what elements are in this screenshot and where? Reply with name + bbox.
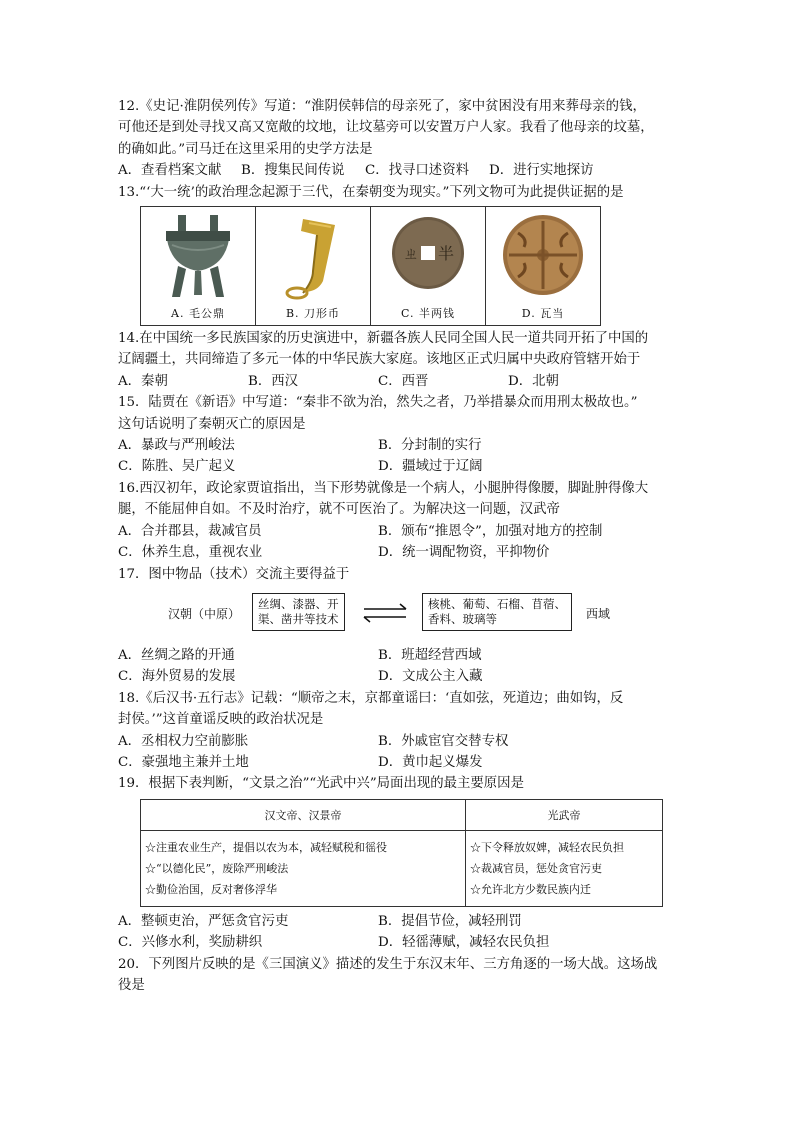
question-14: [118, 328, 678, 392]
options-row: [118, 371, 678, 392]
exchange-diagram: [118, 593, 678, 637]
option-b[interactable]: B．提倡节俭，减轻刑罚: [378, 913, 522, 929]
emperor-policy-table: [140, 799, 663, 907]
question-15: [118, 392, 678, 478]
option-b[interactable]: B．颁布“推恩令”，加强对地方的控制: [378, 523, 603, 539]
options-row: [118, 435, 678, 456]
options-row: [118, 521, 678, 542]
option-b[interactable]: B．班超经营西域: [378, 647, 482, 663]
artifact-table: [140, 206, 601, 326]
option-b[interactable]: B．分封制的实行: [378, 438, 482, 454]
option-d[interactable]: D．轻徭薄赋，减轻农民负担: [378, 935, 550, 951]
policy-item: ☆裁减官员，惩处贪官污吏: [470, 861, 602, 875]
option-c[interactable]: C．西晋: [378, 373, 429, 389]
bronze-ding-icon: [158, 211, 238, 301]
policy-item: ☆下令释放奴婢，减轻农民负担: [470, 840, 624, 854]
question-stem-line: 17．图中物品（技术）交流主要得益于: [118, 566, 350, 582]
option-a[interactable]: A．丝绸之路的开通: [118, 647, 235, 663]
svg-text:半: 半: [438, 244, 455, 264]
option-a[interactable]: A．合并郡县，裁减官员: [118, 523, 262, 539]
question-20: [118, 954, 678, 997]
option-c[interactable]: C．陈胜、吴广起义: [118, 459, 236, 475]
table-header-guangwu: 光武帝: [466, 799, 663, 830]
question-stem-line: 16.西汉初年，政论家贾谊指出，当下形势就像是一个病人，小腿肿得像腰，脚趾肿得像大: [118, 480, 649, 496]
option-b[interactable]: B．西汉: [248, 373, 299, 389]
box-line: 香料、玻璃等: [428, 611, 497, 626]
western-goods-box: [422, 593, 572, 631]
options-row: [118, 542, 678, 563]
option-a[interactable]: A．暴政与严刑峻法: [118, 438, 235, 454]
question-stem-line: 封侯。’”这首童谣反映的政治状况是: [118, 712, 324, 728]
artifact-cell-a[interactable]: [141, 207, 256, 326]
box-line: 核桃、葡萄、石榴、苜蓿、: [428, 596, 566, 611]
options-row: [118, 160, 678, 181]
policy-item: ☆“以德化民”，废除严刑峻法: [145, 861, 289, 875]
question-16: [118, 478, 678, 564]
question-stem-line: 20．下列图片反映的是《三国演义》描述的发生于东汉末年、三方角逐的一场大战。这场战: [118, 956, 658, 972]
option-b[interactable]: B．搜集民间传说: [241, 163, 345, 179]
artifact-caption: B. 刀形币: [285, 307, 341, 321]
option-c[interactable]: C．海外贸易的发展: [118, 669, 236, 685]
question-stem-line: 的确如此。”司马迁在这里采用的史学方法是: [118, 141, 373, 157]
origin-label: 汉朝（中原）: [168, 606, 241, 621]
eave-tile-icon: [498, 211, 588, 301]
question-stem-line: 18.《后汉书·五行志》记载：“顺帝之末，京都童谣曰：‘直如弦，死道边；曲如钩，反: [118, 690, 624, 706]
wen-jing-policies: [141, 830, 466, 906]
question-13: [118, 182, 678, 326]
option-d[interactable]: D．文成公主入藏: [378, 669, 483, 685]
question-stem-line: 13.“‘大一统’的政治理念起源于三代，在秦朝变为现实。”下列文物可为此提供证据的是: [118, 184, 624, 200]
options-row: [118, 456, 678, 477]
option-c[interactable]: C．休养生息，重视农业: [118, 545, 263, 561]
policy-item: ☆勤俭治国，反对奢侈浮华: [145, 882, 277, 896]
western-regions-label: 西域: [586, 606, 611, 621]
question-stem-line: 腿，不能屈伸自如。不及时治疗，就不可医治了。为解决这一问题，汉武帝: [118, 502, 560, 518]
option-a[interactable]: A．查看档案文献: [118, 163, 222, 179]
options-row: [118, 645, 678, 666]
options-row: [118, 911, 678, 932]
question-stem-line: 辽阔疆土，共同缔造了多元一体的中华民族大家庭。该地区正式归属中央政府管辖开始于: [118, 352, 641, 368]
options-row: [118, 731, 678, 752]
artifact-cell-b[interactable]: [256, 207, 371, 326]
artifact-cell-c[interactable]: [371, 207, 486, 326]
question-stem-line: 19．根据下表判断，“文景之治”“光武中兴”局面出现的最主要原因是: [118, 776, 524, 792]
exchange-arrows-icon: [360, 603, 410, 623]
option-a[interactable]: A．丞相权力空前膨胀: [118, 733, 249, 749]
question-18: [118, 688, 678, 774]
artifact-caption: C. 半两钱: [400, 307, 456, 321]
option-c[interactable]: C．找寻口述资料: [365, 163, 469, 179]
box-line: 丝绸、漆器、开: [258, 596, 339, 611]
table-header-wen-jing: 汉文帝、汉景帝: [141, 799, 466, 830]
question-12: [118, 96, 678, 182]
question-stem-line: 12.《史记·淮阴侯列传》写道：“淮阴侯韩信的母亲死了，家中贫困没有用来葬母亲的钱，: [118, 99, 646, 114]
question-stem-line: 可他还是到处寻找又高又宽敞的坟地，让坟墓旁可以安置万户人家。我看了他母亲的坟墓，: [118, 120, 654, 136]
policy-item: ☆注重农业生产，提倡以农为本，减轻赋税和徭役: [145, 840, 387, 854]
question-stem-line: 14.在中国统一多民族国家的历史演进中，新疆各族人民同全国人民一道共同开拓了中国的: [118, 331, 649, 347]
options-row: [118, 932, 678, 953]
options-row: [118, 752, 678, 773]
option-d[interactable]: D．黄巾起义爆发: [378, 754, 483, 770]
artifact-caption: D. 瓦当: [521, 307, 565, 321]
option-d[interactable]: D．进行实地探访: [489, 163, 594, 179]
banliang-coin-icon: [388, 211, 468, 301]
exam-page: [118, 96, 678, 996]
option-d[interactable]: D．北朝: [508, 373, 559, 389]
options-row: [118, 666, 678, 687]
artifact-caption: A. 毛公鼎: [171, 307, 225, 321]
question-19: [118, 773, 678, 953]
knife-coin-icon: [273, 211, 353, 301]
question-stem-line: 这句话说明了秦朝灭亡的原因是: [118, 416, 306, 432]
question-stem-line: 役是: [118, 977, 145, 993]
guangwu-policies: [466, 830, 663, 906]
box-line: 渠、凿井等技术: [258, 611, 339, 626]
option-c[interactable]: C．豪强地主兼并土地: [118, 754, 249, 770]
question-17: [118, 564, 678, 688]
option-a[interactable]: A．秦朝: [118, 373, 168, 389]
option-c[interactable]: C．兴修水利，奖励耕织: [118, 935, 263, 951]
option-d[interactable]: D．统一调配物资，平抑物价: [378, 545, 550, 561]
artifact-cell-d[interactable]: [486, 207, 601, 326]
svg-text:ㄓ: ㄓ: [403, 244, 420, 264]
policy-item: ☆允许北方少数民族内迁: [470, 882, 591, 896]
option-b[interactable]: B．外戚宦官交替专权: [378, 733, 509, 749]
option-d[interactable]: D．疆域过于辽阔: [378, 459, 483, 475]
question-stem-line: 15．陆贾在《新语》中写道：“秦非不欲为治，然失之者，乃举措暴众而用刑太极故也。”: [118, 395, 638, 411]
origin-goods-box: [252, 593, 345, 631]
option-a[interactable]: A．整顿吏治，严惩贪官污吏: [118, 913, 289, 929]
